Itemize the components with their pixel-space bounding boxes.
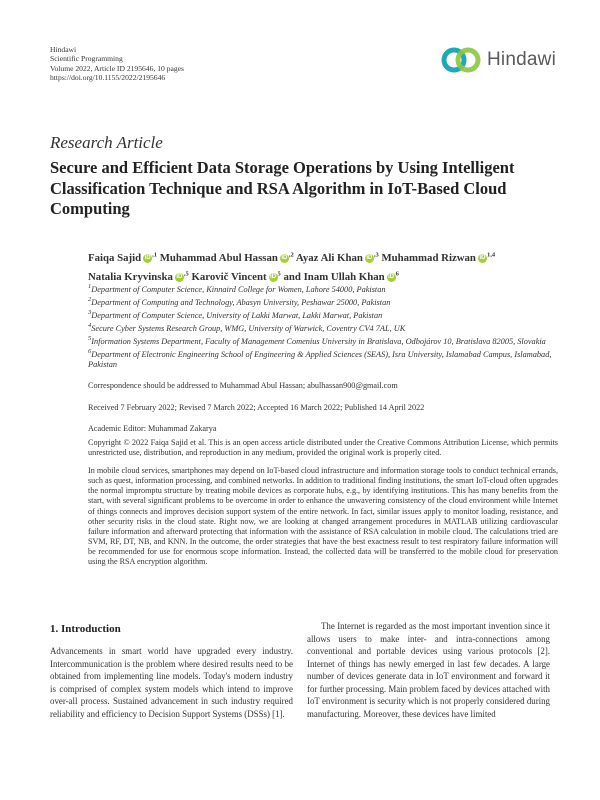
doi-link[interactable]: https://doi.org/10.1155/2022/2195646 xyxy=(50,73,166,83)
affiliation-text: Department of Computer Science, University of Lakki Marwat, Lakki Marwat, Pakistan xyxy=(91,310,383,320)
affiliation-text: Department of Computer Science, Kinnaird College for Women, Lahore 54000, Pakistan xyxy=(91,284,386,294)
orcid-icon[interactable]: iD xyxy=(366,254,373,261)
author-name xyxy=(381,252,495,264)
author-name-text: Natalia Kryvinska xyxy=(88,270,173,283)
volume-info: Volume 2022, Article ID 2195646, 10 pages xyxy=(50,63,184,73)
author-name-text: and Inam Ullah Khan xyxy=(283,270,385,283)
orcid-icon[interactable]: iD xyxy=(270,273,277,280)
affiliation-list xyxy=(88,282,558,371)
author-name-text: Muhammad Abul Hassan xyxy=(159,251,278,264)
correspondence: Correspondence should be addressed to Muhammad Abul Hassan; abulhassan900@gmail.com xyxy=(88,381,398,390)
affiliation-item xyxy=(88,321,558,334)
affiliation-text: Secure Cyber Systems Research Group, WMG, University of Warwick, Coventry CV4 7AL, UK xyxy=(91,323,406,333)
publisher-name: Hindawi xyxy=(50,45,77,54)
affiliation-item xyxy=(88,347,558,370)
author-affiliation-number: ,5 xyxy=(183,270,189,278)
hindawi-logo-mark-icon xyxy=(440,44,484,76)
author-affiliation-number: ,2 xyxy=(288,251,294,258)
author-affiliation-number: 1,4 xyxy=(486,251,496,258)
body-column-right: The Internet is regarded as the most important invention since it allows users to make inter- and intra-connections among conventional and portable devices using various protocols [2]. Internet of things has newly emerged in last few decades. A large number of devices generate data in IoT environment and forward it for further processing. Main problem faced by devices attached with IoT environment is security which is not properly considered during manufacturing. Moreover, these devices have limited xyxy=(307,621,550,719)
author-name-text: Faiqa Sajid xyxy=(88,251,142,264)
abstract: In mobile cloud services, smartphones may depend on IoT-based cloud infrastructure and information storage tools to conduct technical errands, such as quest, information processing, and combined networks. In addition to traditional finding institutions, the smart IoT-cloud often upgrades the normal impromptu structure by treating mobile devices as corporate hubs, e.g., by identifying institutions. This has many benefits from the start, with several significant problems to be overcome in order to enhance the unwavering consistency of the cloud environment while Internet of things connects and improves decision support system of the entire network. In fact, similar issues apply to monitor loading, resistance, and other security risks in the cloud state. Right now, we are looking at changed arrangement procedures in MATLAB utilizing cardiovascular failure information and afterward protecting that information with the assistance of RSA calculation in mobile cloud. The calculations tried are SVM, RF, DT, NB, and KNN. In the outcome, the order strategies that have the best exactness result to test respiratory failure information will be recommended for use for enormous scope information. Instead, the collected data will be transferred to the mobile cloud for preservation using the RSA encryption algorithm. xyxy=(88,466,558,567)
orcid-icon[interactable]: iD xyxy=(176,273,183,280)
author-name xyxy=(88,271,189,283)
author-affiliation-number: 5 xyxy=(277,270,281,278)
orcid-icon[interactable]: iD xyxy=(281,254,288,261)
body-column-left: Advancements in smart world have upgraded every industry. Intercommunication is the problem where desired results need to be obtained from implementing line models. Today's modern industry is comprised of complex system models which intend to improve over-all process. Sustained advancement in such industry required reliability and efficiency to Decision Support Systems (DSSs) [1]. xyxy=(50,646,293,719)
article-title: Secure and Efficient Data Storage Operations by Using Intelligent Classification Technique and RSA Algorithm in IoT-Based Cloud Computing xyxy=(50,158,515,218)
author-name xyxy=(160,252,294,264)
logo-text: Hindawi xyxy=(487,49,556,70)
affiliation-number: 5 xyxy=(88,335,92,343)
copyright-notice: Copyright © 2022 Faiqa Sajid et al. This is an open access article distributed under the Creative Commons Attribution License, which permits unrestricted use, distribution, and reproduction in any medium, provided the original work is properly cited. xyxy=(88,438,558,458)
affiliation-item xyxy=(88,334,558,347)
author-name-text: Karovič Vincent xyxy=(191,270,267,283)
author-affiliation-number: ,3 xyxy=(373,251,379,258)
section-heading: 1. Introduction xyxy=(50,623,121,635)
orcid-icon[interactable]: iD xyxy=(144,254,151,261)
hindawi-logo xyxy=(440,44,555,76)
orcid-icon[interactable]: iD xyxy=(388,273,395,280)
affiliation-number: 6 xyxy=(88,348,92,356)
author-affiliation-number: ,1 xyxy=(152,251,157,258)
author-name xyxy=(191,271,280,283)
affiliation-number: 3 xyxy=(88,309,92,317)
journal-header xyxy=(50,45,184,83)
affiliation-text: Information Systems Department, Faculty of Management Comenius University in Bratislava, Odbojárov 10, Bratislava 82005, Slovakia xyxy=(91,337,546,347)
orcid-icon[interactable]: iD xyxy=(479,254,486,261)
author-name-text: Ayaz Ali Khan xyxy=(295,251,363,264)
affiliation-item xyxy=(88,282,558,295)
affiliation-item xyxy=(88,308,558,321)
author-affiliation-number: 6 xyxy=(395,270,399,278)
author-list xyxy=(88,247,568,285)
affiliation-item xyxy=(88,295,558,308)
author-name-text: Muhammad Rizwan xyxy=(381,251,476,264)
article-type: Research Article xyxy=(50,133,163,152)
affiliation-number: 1 xyxy=(88,283,92,290)
author-name xyxy=(88,252,157,264)
affiliation-text: Department of Electronic Engineering School of Engineering & Applied Sciences (SEAS), Isra University, Islamabad Campus, Islamabad, Pakistan xyxy=(88,350,552,370)
journal-name: Scientific Programming xyxy=(50,54,123,64)
affiliation-number: 2 xyxy=(88,296,92,304)
article-dates: Received 7 February 2022; Revised 7 March 2022; Accepted 16 March 2022; Published 14 April 2022 xyxy=(88,403,425,412)
author-name xyxy=(284,271,399,283)
affiliation-text: Department of Computing and Technology, Abasyn University, Peshawar 25000, Pakistan xyxy=(91,297,391,307)
academic-editor: Academic Editor: Muhammad Zakarya xyxy=(88,424,217,433)
affiliation-number: 4 xyxy=(88,322,92,330)
author-name xyxy=(296,252,379,264)
